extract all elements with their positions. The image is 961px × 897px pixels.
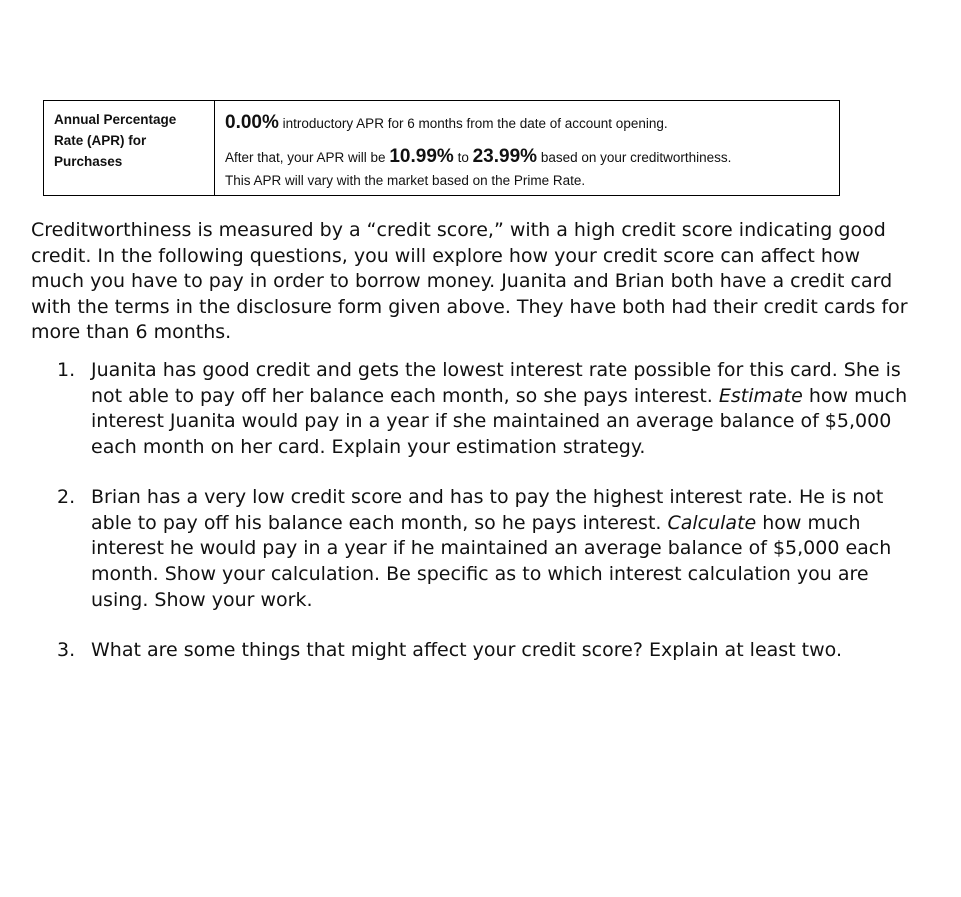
emphasis-estimate: Estimate: [718, 384, 803, 407]
question-1: [57, 358, 937, 461]
high-rate: 23.99%: [472, 146, 538, 167]
apr-label-cell: [44, 101, 215, 195]
question-line: [91, 384, 937, 410]
question-line: [91, 511, 937, 537]
question-body: [91, 485, 937, 614]
low-rate: 10.99%: [389, 146, 454, 167]
to-word: to: [457, 150, 469, 165]
apr-label-line: Purchases: [54, 154, 123, 169]
after-suffix: based on your creditworthiness.: [540, 150, 732, 165]
question-body: [91, 358, 937, 461]
apr-disclosure-table: [43, 100, 840, 196]
question-3: [57, 638, 937, 664]
question-line: interest he would pay in a year if he maintained an average balance of $5,000 each: [91, 537, 892, 560]
variable-apr-note: This APR will vary with the market based on the Prime Rate.: [225, 173, 586, 188]
question-text: how much: [756, 511, 861, 534]
question-number: 2.: [57, 486, 76, 508]
question-text: not able to pay off her balance each month, so she pays interest.: [91, 384, 719, 407]
intro-line: Creditworthiness is measured by a “credit score,” with a high credit score indicating good: [31, 219, 886, 241]
question-line: each month on her card. Explain your estimation strategy.: [91, 436, 646, 459]
question-number: 1.: [57, 359, 76, 381]
question-line: interest Juanita would pay in a year if she maintained an average balance of $5,000: [91, 410, 892, 433]
question-number: 3.: [57, 639, 76, 661]
intro-apr-text: introductory APR for 6 months from the date of account opening.: [282, 116, 668, 131]
question-text: able to pay off his balance each month, so he pays interest.: [91, 511, 668, 534]
standard-apr-line: [225, 146, 731, 168]
question-line: What are some things that might affect your credit score? Explain at least two.: [91, 639, 843, 661]
question-line: using. Show your work.: [91, 588, 313, 611]
question-line: month. Show your calculation. Be specific as to which interest calculation you are: [91, 563, 869, 586]
after-prefix: After that, your APR will be: [225, 150, 386, 165]
intro-paragraph: [31, 218, 941, 346]
intro-apr-line: [225, 112, 668, 134]
apr-label-line: Rate (APR) for: [54, 133, 147, 148]
apr-label-line: Annual Percentage: [54, 112, 177, 127]
intro-line: much you have to pay in order to borrow money. Juanita and Brian both have a credit card: [31, 270, 893, 292]
apr-terms-cell: [215, 101, 839, 195]
question-text: how much: [802, 384, 908, 407]
emphasis-calculate: Calculate: [667, 511, 757, 534]
intro-rate: 0.00%: [225, 112, 279, 133]
question-body: [91, 638, 937, 664]
question-line: Brian has a very low credit score and has to pay the highest interest rate. He is not: [91, 486, 884, 508]
question-2: [57, 485, 937, 614]
intro-line: credit. In the following questions, you will explore how your credit score can affect how: [31, 244, 861, 267]
intro-line: more than 6 months.: [31, 321, 232, 343]
question-line: Juanita has good credit and gets the lowest interest rate possible for this card. She is: [91, 359, 901, 381]
intro-line: with the terms in the disclosure form given above. They have both had their credit cards for: [31, 295, 908, 318]
